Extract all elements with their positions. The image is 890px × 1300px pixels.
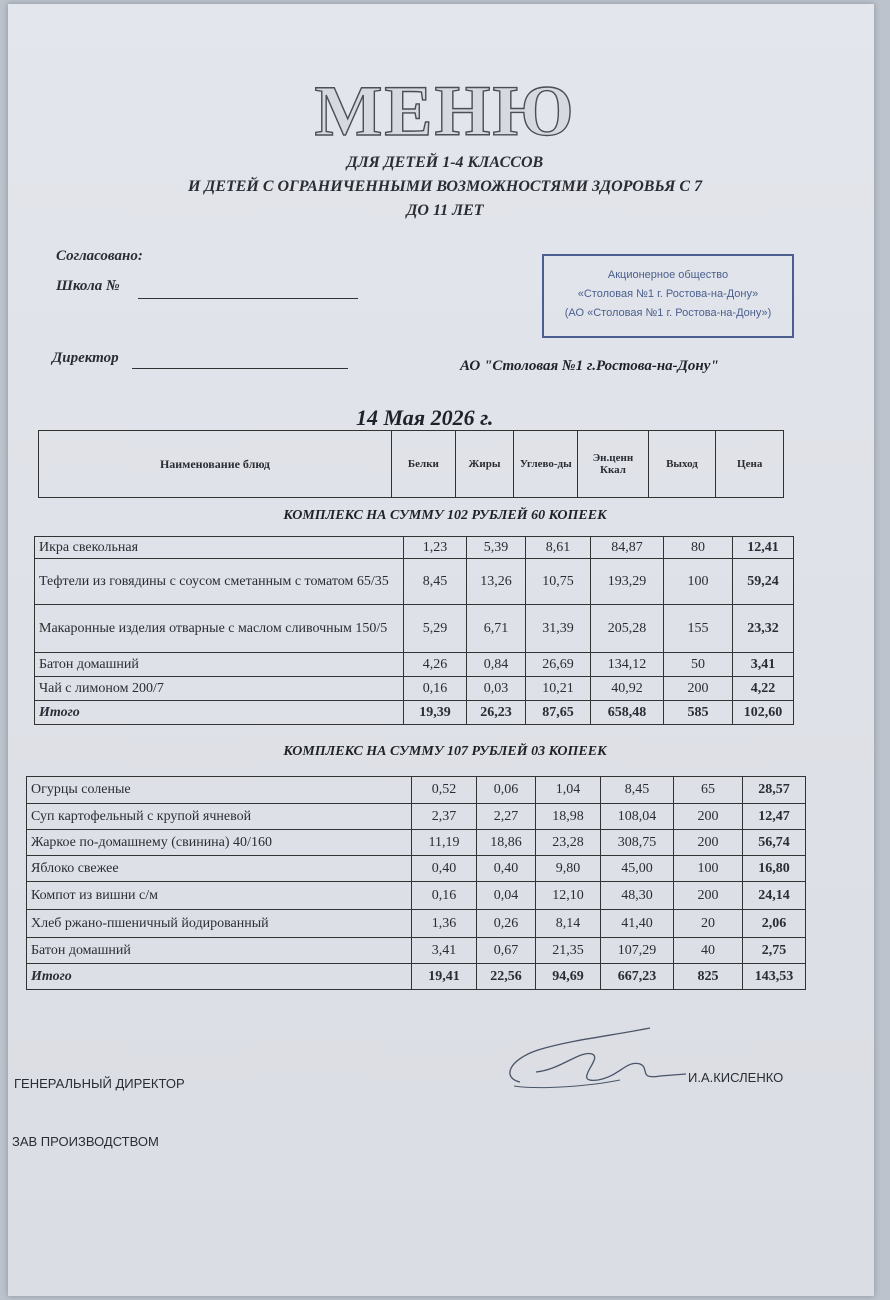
dish-yield: 50: [664, 653, 733, 677]
dish-yield: 200: [674, 830, 743, 856]
col-carbs-header: Углево-ды: [514, 431, 578, 498]
dish-price: 2,75: [743, 938, 806, 964]
dish-energy: 45,00: [601, 856, 674, 882]
page-title: МЕНЮ: [314, 71, 576, 151]
total-price: 102,60: [733, 701, 794, 725]
col-energy-header: Эн.ценн Ккал: [578, 431, 648, 498]
dish-name: Чай с лимоном 200/7: [35, 677, 404, 701]
dish-energy: 108,04: [601, 804, 674, 830]
company-stamp: [542, 254, 794, 338]
total-yield: 585: [664, 701, 733, 725]
dish-fat: 0,67: [477, 938, 536, 964]
col-fat-header: Жиры: [455, 431, 513, 498]
total-energy: 658,48: [591, 701, 664, 725]
production-head-label: ЗАВ ПРОИЗВОДСТВОМ: [12, 1134, 159, 1149]
dish-yield: 40: [674, 938, 743, 964]
dish-protein: 2,37: [412, 804, 477, 830]
col-protein-header: Белки: [391, 431, 455, 498]
total-energy: 667,23: [601, 964, 674, 990]
dish-name: Хлеб ржано-пшеничный йодированный: [27, 910, 412, 938]
director-label: Директор: [52, 350, 119, 366]
dish-fat: 0,06: [477, 777, 536, 804]
dish-price: 12,47: [743, 804, 806, 830]
dish-price: 59,24: [733, 559, 794, 605]
total-row: [35, 701, 794, 725]
dish-protein: 0,16: [404, 677, 467, 701]
dish-protein: 0,52: [412, 777, 477, 804]
dish-fat: 0,03: [467, 677, 526, 701]
table-row: [35, 677, 794, 701]
dish-fat: 6,71: [467, 605, 526, 653]
col-yield-header: Выход: [648, 431, 716, 498]
dish-yield: 200: [664, 677, 733, 701]
subtitle-line-3: ДО 11 ЛЕТ: [406, 202, 484, 219]
dish-energy: 48,30: [601, 882, 674, 910]
dish-carbs: 8,61: [526, 537, 591, 559]
dish-price: 28,57: [743, 777, 806, 804]
table-row: [35, 653, 794, 677]
dish-carbs: 1,04: [536, 777, 601, 804]
table-row: [35, 605, 794, 653]
dish-fat: 13,26: [467, 559, 526, 605]
col-name-header: Наименование блюд: [39, 431, 392, 498]
dish-yield: 20: [674, 910, 743, 938]
dish-price: 23,32: [733, 605, 794, 653]
dish-price: 3,41: [733, 653, 794, 677]
total-yield: 825: [674, 964, 743, 990]
complex-2-table: [26, 776, 806, 990]
dish-name: Батон домашний: [27, 938, 412, 964]
dish-price: 24,14: [743, 882, 806, 910]
total-row: [27, 964, 806, 990]
dish-name: Компот из вишни с/м: [27, 882, 412, 910]
dish-fat: 18,86: [477, 830, 536, 856]
dish-carbs: 8,14: [536, 910, 601, 938]
table-row: [27, 830, 806, 856]
dish-fat: 0,26: [477, 910, 536, 938]
dish-energy: 41,40: [601, 910, 674, 938]
dish-energy: 8,45: [601, 777, 674, 804]
complex-1-title: КОМПЛЕКС НА СУММУ 102 РУБЛЕЙ 60 КОПЕЕК: [283, 508, 607, 523]
dish-energy: 84,87: [591, 537, 664, 559]
dish-carbs: 26,69: [526, 653, 591, 677]
dish-name: Тефтели из говядины с соусом сметанным с томатом 65/35: [35, 559, 404, 605]
dish-protein: 0,40: [412, 856, 477, 882]
dish-energy: 193,29: [591, 559, 664, 605]
dish-energy: 107,29: [601, 938, 674, 964]
dish-carbs: 31,39: [526, 605, 591, 653]
organization-name: АО "Столовая №1 г.Ростова-на-Дону": [460, 358, 719, 374]
dish-price: 56,74: [743, 830, 806, 856]
dish-protein: 1,36: [412, 910, 477, 938]
dish-energy: 134,12: [591, 653, 664, 677]
dish-name: Батон домашний: [35, 653, 404, 677]
dish-name: Огурцы соленые: [27, 777, 412, 804]
dish-yield: 100: [664, 559, 733, 605]
dish-name: Икра свекольная: [35, 537, 404, 559]
col-price-header: Цена: [716, 431, 784, 498]
dish-energy: 205,28: [591, 605, 664, 653]
dish-carbs: 18,98: [536, 804, 601, 830]
dish-fat: 0,84: [467, 653, 526, 677]
dish-protein: 8,45: [404, 559, 467, 605]
stamp-line-2: «Столовая №1 г. Ростова-на-Дону»: [577, 288, 759, 300]
dish-name: Макаронные изделия отварные с маслом сливочным 150/5: [35, 605, 404, 653]
total-protein: 19,39: [404, 701, 467, 725]
dish-yield: 80: [664, 537, 733, 559]
school-label: Школа №: [56, 278, 120, 294]
total-carbs: 87,65: [526, 701, 591, 725]
dish-price: 12,41: [733, 537, 794, 559]
table-row: [27, 856, 806, 882]
school-signature-line: [138, 298, 358, 299]
dish-protein: 11,19: [412, 830, 477, 856]
dish-price: 2,06: [743, 910, 806, 938]
dish-energy: 308,75: [601, 830, 674, 856]
stamp-line-1: Акционерное общество: [607, 269, 729, 281]
complex-2-title: КОМПЛЕКС НА СУММУ 107 РУБЛЕЙ 03 КОПЕЕК: [283, 744, 607, 759]
table-row: [27, 882, 806, 910]
dish-protein: 4,26: [404, 653, 467, 677]
signature-icon: [500, 1020, 690, 1100]
dish-name: Суп картофельный с крупой ячневой: [27, 804, 412, 830]
dish-energy: 40,92: [591, 677, 664, 701]
total-fat: 26,23: [467, 701, 526, 725]
subtitle-line-2: И ДЕТЕЙ С ОГРАНИЧЕННЫМИ ВОЗМОЖНОСТЯМИ ЗДОРОВЬЯ С 7: [187, 178, 703, 195]
dish-yield: 155: [664, 605, 733, 653]
dish-yield: 65: [674, 777, 743, 804]
director-signature-line: [132, 368, 348, 369]
dish-protein: 1,23: [404, 537, 467, 559]
dish-yield: 200: [674, 882, 743, 910]
menu-date: 14 Мая 2026 г.: [356, 405, 494, 430]
table-row: [27, 938, 806, 964]
signatory-name: И.А.КИСЛЕНКО: [688, 1070, 784, 1085]
total-carbs: 94,69: [536, 964, 601, 990]
dish-protein: 3,41: [412, 938, 477, 964]
stamp-line-3: (АО «Столовая №1 г. Ростова-на-Дону»): [564, 307, 772, 319]
total-protein: 19,41: [412, 964, 477, 990]
dish-yield: 200: [674, 804, 743, 830]
table-row: [35, 537, 794, 559]
table-row: [27, 804, 806, 830]
total-label: Итого: [27, 964, 412, 990]
dish-price: 4,22: [733, 677, 794, 701]
dish-carbs: 10,21: [526, 677, 591, 701]
dish-fat: 5,39: [467, 537, 526, 559]
total-price: 143,53: [743, 964, 806, 990]
complex-1-table: [34, 536, 794, 725]
dish-carbs: 10,75: [526, 559, 591, 605]
dish-name: Яблоко свежее: [27, 856, 412, 882]
dish-carbs: 23,28: [536, 830, 601, 856]
dish-yield: 100: [674, 856, 743, 882]
dish-carbs: 12,10: [536, 882, 601, 910]
table-row: [27, 910, 806, 938]
dish-protein: 5,29: [404, 605, 467, 653]
dish-carbs: 21,35: [536, 938, 601, 964]
table-row: [27, 777, 806, 804]
dish-carbs: 9,80: [536, 856, 601, 882]
subtitle-line-1: ДЛЯ ДЕТЕЙ 1-4 КЛАССОВ: [346, 154, 544, 171]
dish-fat: 0,04: [477, 882, 536, 910]
total-label: Итого: [35, 701, 404, 725]
menu-header-table: [38, 430, 784, 498]
general-director-label: ГЕНЕРАЛЬНЫЙ ДИРЕКТОР: [14, 1076, 185, 1091]
total-fat: 22,56: [477, 964, 536, 990]
dish-fat: 2,27: [477, 804, 536, 830]
dish-price: 16,80: [743, 856, 806, 882]
table-row: [35, 559, 794, 605]
dish-fat: 0,40: [477, 856, 536, 882]
dish-name: Жаркое по-домашнему (свинина) 40/160: [27, 830, 412, 856]
dish-protein: 0,16: [412, 882, 477, 910]
agreed-label: Согласовано:: [56, 248, 143, 264]
